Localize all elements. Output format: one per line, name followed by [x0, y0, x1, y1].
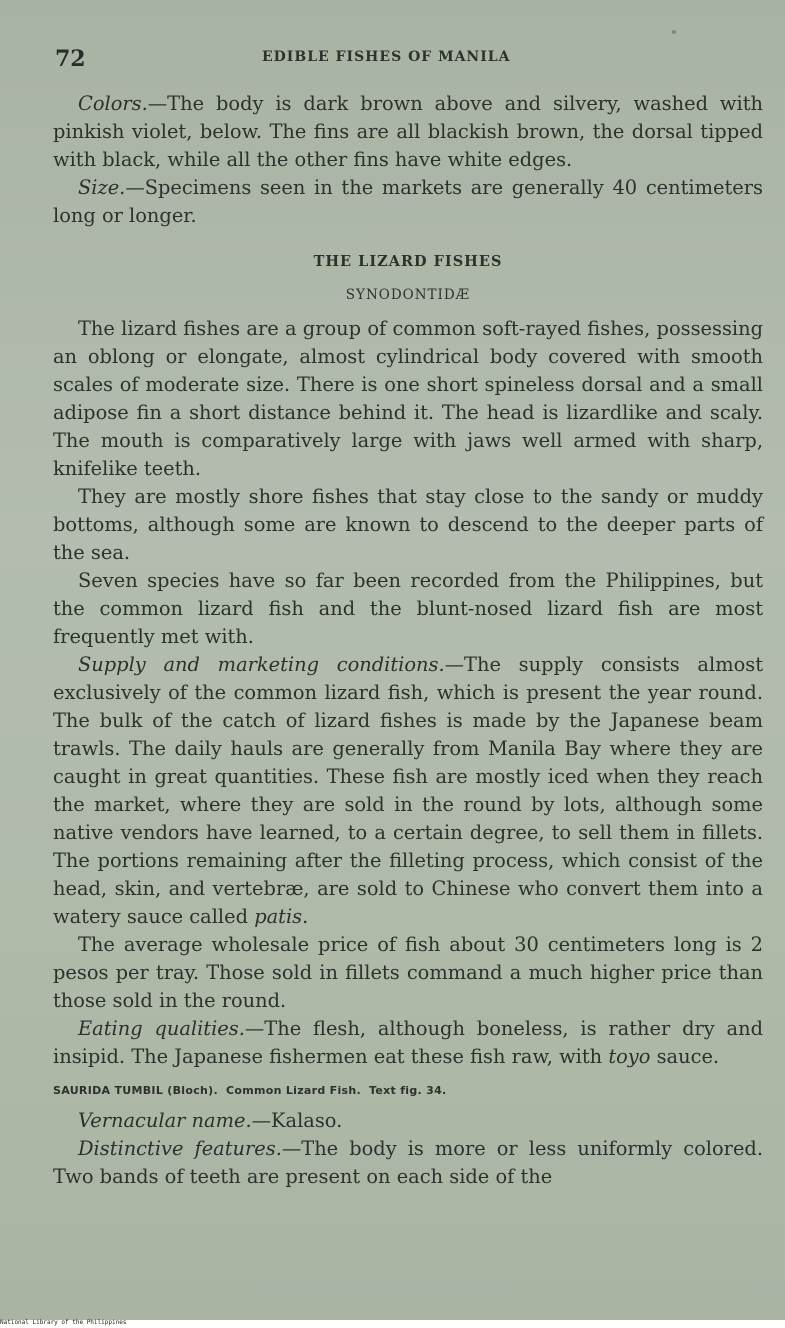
running-head: EDIBLE FISHES OF MANILA — [262, 49, 511, 65]
distinctive-label: Distinctive features. — [78, 1137, 282, 1160]
species-common-name: Common Lizard Fish. — [225, 1084, 362, 1097]
eating-text: —The flesh, although boneless, is rather dry and insipid. The Japanese fishermen eat these fish raw, with — [53, 1017, 763, 1068]
footer-credit: National Library of the Philippines — [0, 1319, 127, 1326]
paper-speck — [672, 30, 676, 34]
paragraph-species-count: Seven species have so far been recorded from the Philippines, but the common lizard fish and the blunt-nosed lizard fish are most frequently met with. — [53, 569, 763, 648]
colors-label: Colors. — [78, 92, 148, 115]
supply-label: Supply and marketing conditions. — [78, 653, 445, 676]
paragraph-habitat: They are mostly shore fishes that stay close to the sandy or muddy bottoms, although some are known to descend to the deeper parts of the sea. — [53, 485, 763, 564]
paragraph-distinctive — [53, 1135, 763, 1191]
supply-text: —The supply consists almost exclusively of the common lizard fish, which is present the year round. The bulk of the catch of lizard fishes is made by the Japanese beam trawls. The daily hauls are generally from Manila Bay where they are caught in great quantities. These fish are mostly iced when they reach the market, where they are sold in the round by lots, although some native vendors have learned, to a certain degree, to sell them in fillets. The portions remaining after the filleting process, which consist of the head, skin, and vertebræ, are sold to Chinese who convert them into a watery sauce called — [53, 653, 763, 928]
eating-end: sauce. — [650, 1045, 720, 1068]
patis-term: patis — [254, 905, 303, 928]
paragraph-colors — [53, 90, 763, 174]
supply-end: . — [302, 905, 309, 928]
size-label: Size. — [78, 176, 126, 199]
species-figure-ref: Text fig. 34. — [369, 1084, 447, 1097]
species-name: SAURIDA TUMBIL (Bloch). — [53, 1084, 218, 1097]
colors-text: —The body is dark brown above and silvery, washed with pinkish violet, below. The fins are all blackish brown, the dorsal tipped with black, while all the other fins have white edges. — [53, 92, 763, 171]
size-text: —Specimens seen in the markets are generally 40 centimeters long or longer. — [53, 176, 763, 227]
paragraph-eating — [53, 1015, 763, 1071]
paragraph-price: The average wholesale price of fish about 30 centimeters long is 2 pesos per tray. Those sold in fillets command a much higher price than those sold in the round. — [53, 933, 763, 1012]
toyo-term: toyo — [608, 1045, 651, 1068]
paragraph-description: The lizard fishes are a group of common soft-rayed fishes, possessing an oblong or elongate, almost cylindrical body covered with smooth scales of moderate size. There is one short spineless dorsal and a small adipose fin a short distance behind it. The head is lizardlike and scaly. The mouth is comparatively large with jaws well armed with sharp, knifelike teeth. — [53, 317, 763, 480]
paragraph-vernacular — [53, 1107, 763, 1135]
page-body — [53, 90, 763, 1191]
paragraph-size — [53, 174, 763, 230]
species-heading — [53, 1081, 763, 1101]
paragraph-supply — [53, 651, 763, 931]
vernacular-label: Vernacular name. — [78, 1109, 252, 1132]
eating-label: Eating qualities. — [78, 1017, 245, 1040]
family-name: SYNODONTIDÆ — [345, 287, 471, 303]
section-title: THE LIZARD FISHES — [313, 253, 503, 270]
distinctive-text: —The body is more or less uniformly colored. Two bands of teeth are present on each side of the — [53, 1137, 763, 1188]
footer-strip — [0, 1320, 785, 1328]
vernacular-text: —Kalaso. — [251, 1109, 343, 1132]
page-number: 72 — [55, 46, 86, 72]
